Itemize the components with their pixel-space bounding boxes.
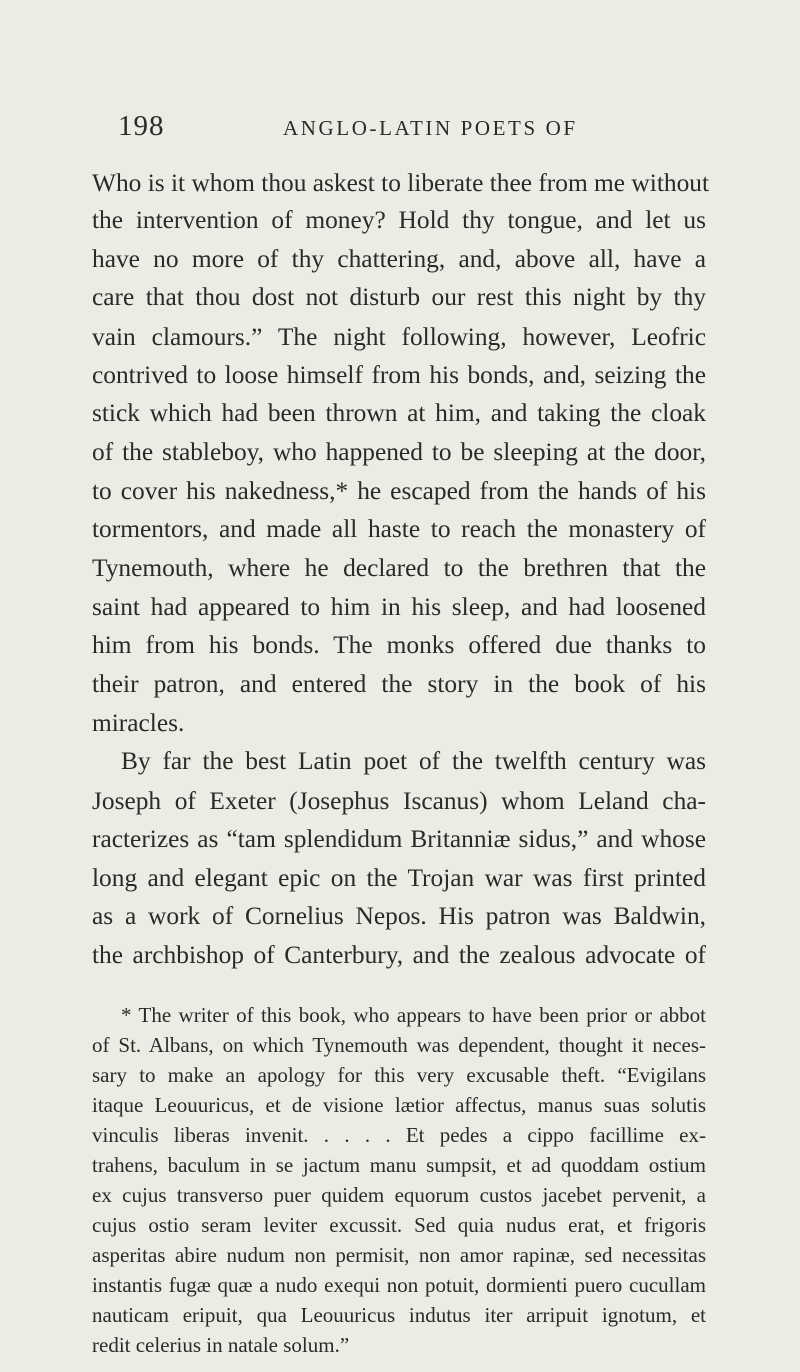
text-line: tormentors, and made all haste to reach the monastery of — [92, 515, 706, 543]
page-number: 198 — [118, 110, 165, 142]
text-line: to cover his nakedness,* he escaped from the hands of his — [92, 477, 706, 505]
footnote-line: vinculis liberas invenit. . . . . Et pedes a cippo facillime ex- — [92, 1123, 706, 1147]
text-line: stick which had been thrown at him, and taking the cloak — [92, 399, 706, 427]
footnote-line: * The writer of this book, who appears to have been prior or abbot — [121, 1003, 706, 1027]
footnote-line: nauticam eripuit, qua Leouuricus indutus iter arripuit ignotum, et — [92, 1303, 706, 1327]
footnote-line: sary to make an apology for this very excusable theft. “Evigilans — [92, 1063, 706, 1087]
text-line: Who is it whom thou askest to liberate thee from me without — [92, 169, 710, 197]
text-line: miracles. — [92, 709, 185, 737]
footnote-line: asperitas abire nudum non permisit, non amor rapinæ, sed necessitas — [92, 1243, 706, 1267]
text-line: him from his bonds. The monks offered due thanks to — [92, 631, 706, 659]
text-line: the archbishop of Canterbury, and the zealous advocate of — [92, 941, 706, 969]
running-title: ANGLO-LATIN POETS OF — [283, 116, 578, 140]
text-line: contrived to loose himself from his bonds, and, seizing the — [92, 361, 706, 389]
text-line: have no more of thy chattering, and, above all, have a — [92, 245, 706, 273]
text-line: Joseph of Exeter (Josephus Iscanus) whom Leland cha- — [92, 787, 706, 815]
page-header — [118, 108, 758, 144]
footnote-line: instantis fugæ quæ a nudo exequi non potuit, dormienti puero cucullam — [92, 1273, 706, 1297]
footnote-line: trahens, baculum in se jactum manu sumpsit, et ad quoddam ostium — [92, 1153, 706, 1177]
text-line: their patron, and entered the story in the book of his — [92, 670, 706, 698]
text-line: the intervention of money? Hold thy tongue, and let us — [92, 206, 706, 234]
text-line: By far the best Latin poet of the twelfth century was — [121, 747, 706, 775]
text-line: long and elegant epic on the Trojan war was first printed — [92, 864, 706, 892]
footnote-line: itaque Leouuricus, et de visione lætior affectus, manus suas solutis — [92, 1093, 706, 1117]
footnote-line: of St. Albans, on which Tynemouth was dependent, thought it neces- — [92, 1033, 706, 1057]
text-line: saint had appeared to him in his sleep, and had loosened — [92, 593, 706, 621]
text-line: vain clamours.” The night following, however, Leofric — [92, 323, 706, 351]
text-line: as a work of Cornelius Nepos. His patron was Baldwin, — [92, 902, 706, 930]
footnote-line: redit celerius in natale solum.” — [92, 1333, 350, 1357]
text-line: Tynemouth, where he declared to the brethren that the — [92, 554, 706, 582]
text-line: of the stableboy, who happened to be sleeping at the door, — [92, 438, 706, 466]
text-line: care that thou dost not disturb our rest this night by thy — [92, 283, 706, 311]
footnote-line: cujus ostio seram leviter excussit. Sed quia nudus erat, et frigoris — [92, 1213, 706, 1237]
footnote-line: ex cujus transverso puer quidem equorum custos jacebet pervenit, a — [92, 1183, 706, 1207]
text-line: racterizes as “tam splendidum Britanniæ sidus,” and whose — [92, 825, 706, 853]
